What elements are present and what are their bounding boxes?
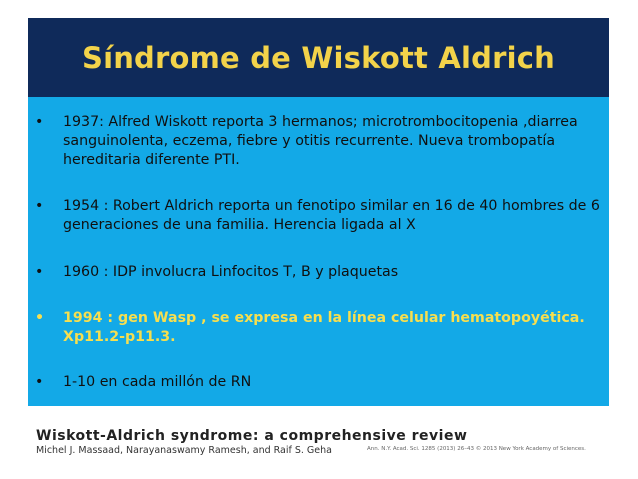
- bullet-text: 1937: Alfred Wiskott reporta 3 hermanos; microtrombocitopenia ,diarrea sanguinolenta, eczema, fiebre y otitis recurrente. Nueva trombopatía hereditaria diferente PTI.: [63, 114, 578, 168]
- reference-citation: [36, 428, 626, 458]
- reference-journal: Ann. N.Y. Acad. Sci. 1285 (2013) 26–43 © 2013 New York Academy of Sciences.: [367, 446, 586, 452]
- bullet-dot-icon: •: [35, 264, 44, 280]
- bullet-text: 1954 : Robert Aldrich reporta un fenotipo similar en 16 de 40 hombres de 6 generaciones de una familia. Herencia ligada al X: [63, 198, 600, 233]
- bullet-dot-icon: •: [35, 374, 44, 390]
- slide-content: [28, 97, 609, 406]
- reference-authors: Michel J. Massaad, Narayanaswamy Ramesh, and Raif S. Geha: [36, 445, 332, 456]
- bullet-dot-icon: •: [35, 310, 45, 326]
- slide-title: Síndrome de Wiskott Aldrich: [81, 40, 556, 75]
- bullet-text: 1960 : IDP involucra Linfocitos T, B y plaquetas: [63, 264, 399, 280]
- bullet-dot-icon: •: [35, 198, 44, 214]
- title-bar: [28, 18, 609, 97]
- bullet-text: 1994 : gen Wasp , se expresa en la línea celular hematopoyética. Xp11.2-p11.3.: [63, 310, 585, 345]
- bullet-dot-icon: •: [35, 114, 44, 130]
- reference-title: Wiskott-Aldrich syndrome: a comprehensive review: [36, 428, 468, 444]
- bullet-text: 1-10 en cada millón de RN: [63, 374, 252, 390]
